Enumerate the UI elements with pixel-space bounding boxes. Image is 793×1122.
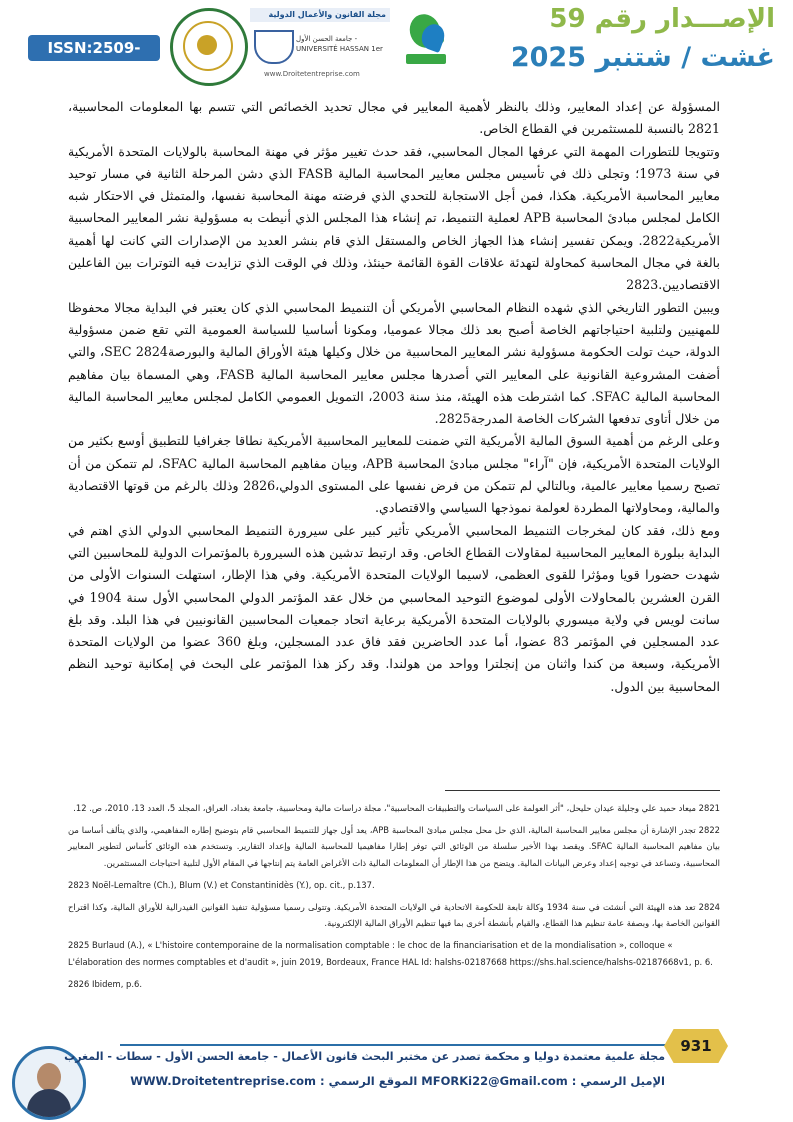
journal-emblem-logo bbox=[402, 10, 450, 70]
scales-icon bbox=[197, 35, 217, 55]
footer-divider bbox=[120, 1044, 665, 1046]
paragraph: وعلى الرغم من أهمية السوق المالية الأمريكية التي ضمنت للمعايير المحاسبية الأمريكية نطاقا جغرافيا للتطبيق أوسع بكثير من الولايات المتحدة الأمريكية، فإن "آراء" مجلس مبادئ المحاسبة APB، وبيان مفاهيم المحاسبة المالية SFAC، لم تتمكن من أن تصبح رسميا معايير عالمية، وبالتالي لم تتمكن من فرض نفسها على المستوى الدولي،2826 وذلك بالرغم من قوتها الاقتصادية والمالية، ومحاولاتها المطردة لعولمة نموذجها السياسي والاقتصادي. bbox=[68, 433, 720, 516]
paragraph: المسؤولة عن إعداد المعايير، وذلك بالنظر لأهمية المعايير في مجال تحديد الخصائص التي تتسم بها المعلومات المحاسبية، 2821 بالنسبة للمستثمرين في القطاع الخاص. bbox=[68, 99, 720, 137]
portrait-body bbox=[27, 1089, 71, 1119]
page-number-badge bbox=[664, 1029, 728, 1063]
emblem-base bbox=[406, 54, 446, 64]
journal-logo bbox=[250, 8, 390, 70]
footnote-2821: 2821 ميعاد حميد علي وجليلة عيدان حليحل، "أثر العولمة على السياسات والتطبيقات المحاسبية"، مجلة دراسات مالية ومحاسبية، جامعة بغداد، العراق، المجلد 5، العدد 13، 2010، ص. 12. bbox=[73, 803, 720, 813]
footnote-2826: 2826 Ibidem, p.6. bbox=[68, 978, 143, 989]
paragraph: وتتويجا للتطورات المهمة التي عرفها المجال المحاسبي، فقد حدث تغيير مؤثر في مهنة المحاسبة بالولايات المتحدة الأمريكية في سنة 1973؛ وتجلى ذلك في تأسيس مجلس معايير المحاسبة المالية FASB الذي دشن المرحلة الثانية في مسار توحيد معايير المحاسبة الأمريكية. هكذا، فمن أجل الاستجابة للتحدي الذي فرضته مهنة المحاسبة نفسها، والمتمثل في الاحتكار شبه الكامل لمجلس مبادئ المحاسبة APB لعملية التنميط، تم إنشاء هذا المجلس الذي أنيطت به مسؤولية نشر المعايير المحاسبية الأمريكية2822. ويمكن تفسير إنشاء هذا الجهاز الخاص والمستقل الذي قام بنشر العديد من الإصدارات التي كانت لها أهمية بالغة في مجال المحاسبة كمحاولة لتهدئة علاقات القوة القائمة حينئذ، وذلك في الوقت الذي تزايدت فيه التوترات بين الفاعلين الاقتصاديين.2823 bbox=[68, 143, 720, 293]
footer-contact: الإميل الرسمي : MFORKi22@Gmail.com الموقع الرسمي : WWW.Droitetentreprise.com bbox=[130, 1074, 665, 1088]
article-body bbox=[68, 96, 720, 698]
issue-date: غشت / شتنبر 2025 bbox=[510, 42, 775, 73]
issue-number: الإصـــدار رقم 59 bbox=[549, 4, 775, 34]
page-header bbox=[0, 0, 793, 88]
footnote-2824: 2824 تعد هذه الهيئة التي أنشئت في سنة 1934 وكالة تابعة للحكومة الاتحادية في الولايات المتحدة الأمريكية. وتتولى رسميا مسؤولية تنفيذ القوانين الفيدرالية للأوراق المالية، وكذا اقتراح القوانين الخاصة بها، وبصفة عامة تنظيم هذا القطاع، والقيام بأنشطة أخرى بما فيها تنظيم الأوراق المالية الإلكترونية. bbox=[68, 902, 720, 929]
portrait-face bbox=[37, 1063, 61, 1091]
lab-seal-logo bbox=[170, 8, 248, 86]
footer-journal-info: مجلة علمية معتمدة دوليا و محكمة تصدر عن مختبر البحث قانون الأعمال - جامعة الحسن الأول - سطات - المغرب bbox=[64, 1050, 665, 1063]
issn-badge: ISSN:2509-0291 bbox=[28, 35, 160, 61]
university-name: جامعة الحسن الأول - UNIVERSITÉ HASSAN 1er bbox=[296, 35, 383, 53]
journal-name: مجلة القانون والأعمال الدولية bbox=[268, 10, 386, 19]
paragraph: ويبين التطور التاريخي الذي شهده النظام المحاسبي الأمريكي أن التنميط المحاسبي الذي كان يعتبر في البداية مجالا محفوظا للمهنيين ولتلبية احتياجاتهم الخاصة أصبح بعد ذلك مجالا عموميا، ومكونا أساسيا للسياسة العمومية التي تقع ضمن مسؤولية الدولة، حيث تولت الحكومة مسؤولية نشر المعايير المحاسبية من خلال وكيلها هيئة الأوراق المالية والبورصة2824 SEC، والتي أضفت المشروعية القانونية على المعايير التي أصدرها مجلس معايير المحاسبة المالية FASB، وهي المسماة بيان مفاهيم المحاسبة المالية SFAC. كما اشترطت هذه الهيئة، منذ سنة 2003، التمويل العمومي الكامل لمجلس معايير المحاسبة المالية من خلال أتاوى تدفعها الشركات الخاصة المدرجة2825. bbox=[68, 299, 720, 427]
footnote-2823: 2823 Noël-Lemaître (Ch.), Blum (V.) et Constantinidès (Y.), op. cit., p.137. bbox=[68, 879, 375, 890]
header-website: www.Droitetentreprise.com bbox=[264, 70, 360, 78]
footnote-separator bbox=[445, 790, 720, 791]
footnotes bbox=[68, 800, 720, 998]
university-crest-icon bbox=[254, 30, 294, 64]
footnote-2822: 2822 تجدر الإشارة أن مجلس معايير المحاسبة المالية، الذي حل محل مجلس مبادئ المحاسبة APB، يعد أول جهاز للتنميط المحاسبي قام بتوضيح إطاره المفاهيمي، والذي يتألف أساسا من بيان مفاهيم المحاسبة المالية SFAC. ويقصد بهذا الأخير سلسلة من الوثائق التي توفر إطارا مفاهيميا للمحاسبة المالية وإعداد التقارير. وتستخدم هذه الوثائق كأساس لتطوير المعايير المحاسبية، وتساعد في توجيه إعداد وعرض البيانات المالية. ويتضح من هذا الإطار أن المعلومات المالية ذات الأغراض العامة يتم إنتاجها في المقام الأول لتلبية احتياجات المستثمرين. bbox=[68, 825, 720, 868]
paragraph: ومع ذلك، فقد كان لمخرجات التنميط المحاسبي الأمريكي تأثير كبير على سيرورة التنميط المحاسبي الدولي الذي اهتم في البداية ببلورة المعايير المحاسبية لمقاولات القطاع الخاص. وقد ارتبط تدشين هذه السيرورة بالمؤتمرات الدولية للمحاسبين التي شهدت حضورا قويا ومؤثرا للقوى العظمى، لاسيما الولايات المتحدة الأمريكية. وفي هذا الإطار، استهلت السنوات الأولى من القرن العشرين بالمحاولات الأولى لموضوع التوحيد المحاسبي من خلال عقد المؤتمر الدولي المحاسبي الأول سنة 1904 في سانت لويس في ولاية ميسوري بالولايات المتحدة الأمريكية برعاية اتحاد جمعيات المحاسبين القانونيين في هذا البلد. وقد بلغ عدد المسجلين في المؤتمر 83 عضوا، أما عدد الحاضرين فقد فاق عدد المسجلين، وبلغ 360 عضوا من الولايات المتحدة الأمريكية، وسبعة من كندا واثنان من إنجلترا وواحد من هولندا. وقد ركز هذا المؤتمر على البحث في إمكانية توحيد النظم المحاسبية بين الدول. bbox=[68, 522, 720, 694]
footnote-2825: 2825 Burlaud (A.), « L'histoire contemporaine de la normalisation comptable : le choc de la financiarisation et de la mondialisation », colloque « L'élaboration des normes comptables et d'audit », juin 2019, Bordeaux, France HAL Id: halshs-02187668 https://shs.hal.science/halshs-02187668v1, p. 6. bbox=[68, 940, 713, 967]
page-number: 931 bbox=[680, 1037, 712, 1055]
